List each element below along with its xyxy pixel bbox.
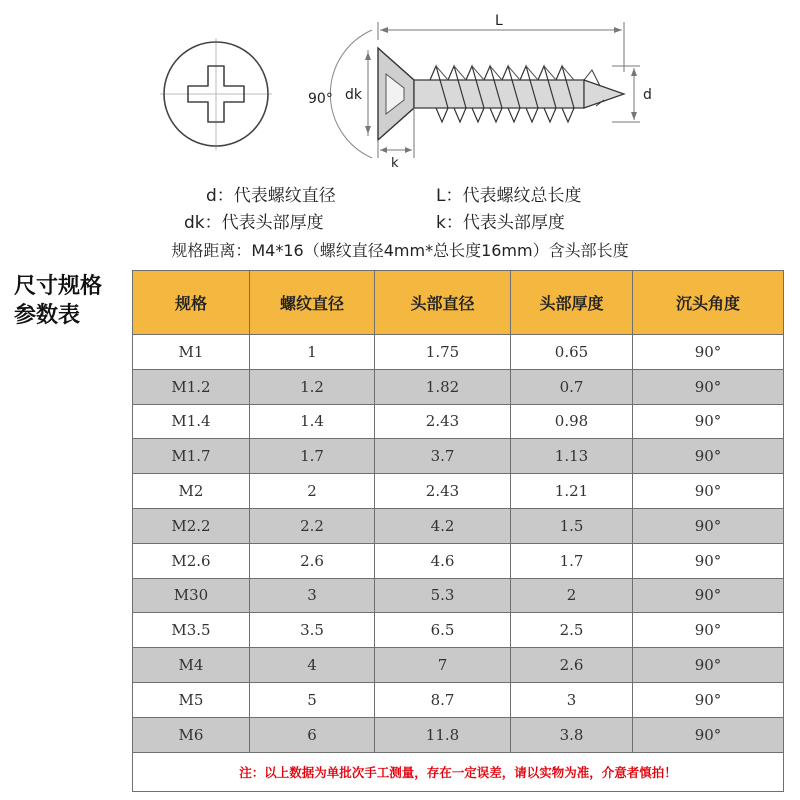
header-cell: 头部厚度 (511, 271, 633, 335)
table-cell: 4.2 (375, 508, 511, 543)
table-cell: 90° (633, 648, 784, 683)
dk-label: dk (345, 87, 362, 103)
table-cell: 90° (633, 404, 784, 439)
header-cell: 头部直径 (375, 271, 511, 335)
table-cell: 90° (633, 508, 784, 543)
table-cell: 90° (633, 682, 784, 717)
table-cell: 90° (633, 578, 784, 613)
screw-side-view (308, 13, 652, 171)
table-cell: M2 (133, 474, 250, 509)
screw-head-front-view (160, 38, 272, 150)
table-cell: 11.8 (375, 717, 511, 752)
length-label: L (495, 13, 503, 29)
table-row (133, 474, 784, 509)
table-cell: M4 (133, 648, 250, 683)
table-cell: 2.6 (511, 648, 633, 683)
table-cell: M3.5 (133, 613, 250, 648)
table-cell: 3 (511, 682, 633, 717)
angle-label: 90° (308, 91, 333, 107)
table-cell: 2.43 (375, 474, 511, 509)
table-cell: 6 (250, 717, 375, 752)
table-row (133, 335, 784, 370)
table-cell: M1.4 (133, 404, 250, 439)
table-cell: 7 (375, 648, 511, 683)
table-cell: 90° (633, 474, 784, 509)
header-cell: 规格 (133, 271, 250, 335)
table-cell: M2.2 (133, 508, 250, 543)
legend-k: k：代表头部厚度 (436, 213, 565, 233)
table-cell: 1 (250, 335, 375, 370)
table-cell: 1.21 (511, 474, 633, 509)
table-cell: 90° (633, 335, 784, 370)
table-row (133, 613, 784, 648)
side-title (14, 272, 102, 330)
diameter-label: d (643, 87, 652, 103)
table-cell: 0.7 (511, 369, 633, 404)
table-cell: 1.2 (250, 369, 375, 404)
table-cell: 1.13 (511, 439, 633, 474)
screw-diagram (0, 0, 800, 172)
table-cell: M2.6 (133, 543, 250, 578)
table-body (133, 335, 784, 753)
table-cell: 90° (633, 439, 784, 474)
table-cell: 0.65 (511, 335, 633, 370)
table-cell: 90° (633, 369, 784, 404)
side-title-line-2: 参数表 (14, 303, 81, 328)
header-cell: 螺纹直径 (250, 271, 375, 335)
table-cell: 1.4 (250, 404, 375, 439)
table-cell: 5 (250, 682, 375, 717)
table-cell: 0.98 (511, 404, 633, 439)
table-cell: 4 (250, 648, 375, 683)
table-row (133, 508, 784, 543)
table-cell: 2.5 (511, 613, 633, 648)
table-cell: 2 (511, 578, 633, 613)
table-row (133, 578, 784, 613)
table-cell: 2.43 (375, 404, 511, 439)
table-cell: 1.5 (511, 508, 633, 543)
table-cell: M1 (133, 335, 250, 370)
side-title-line-1: 尺寸规格 (14, 274, 103, 299)
table-cell: 3.7 (375, 439, 511, 474)
footnote-row (133, 752, 784, 791)
table-row (133, 404, 784, 439)
table-cell: 2.6 (250, 543, 375, 578)
table-cell: M30 (133, 578, 250, 613)
table-cell: 3 (250, 578, 375, 613)
table-cell: M1.7 (133, 439, 250, 474)
legend-d: d：代表螺纹直径 (206, 186, 336, 206)
table-row (133, 439, 784, 474)
k-label: k (391, 156, 399, 171)
table-row (133, 682, 784, 717)
table-row (133, 369, 784, 404)
table-cell: 1.7 (511, 543, 633, 578)
spec-table (132, 270, 784, 792)
table-cell: 2.2 (250, 508, 375, 543)
table-cell: 4.6 (375, 543, 511, 578)
table-cell: 6.5 (375, 613, 511, 648)
header-cell: 沉头角度 (633, 271, 784, 335)
table-cell: M6 (133, 717, 250, 752)
table-cell: M1.2 (133, 369, 250, 404)
table-cell: 1.82 (375, 369, 511, 404)
legend-L: L：代表螺纹总长度 (436, 186, 582, 206)
legend-dk: dk：代表头部厚度 (184, 213, 324, 233)
table-row (133, 648, 784, 683)
table-cell: 90° (633, 613, 784, 648)
table-cell: 90° (633, 543, 784, 578)
table-header-row (133, 271, 784, 335)
table-cell: 5.3 (375, 578, 511, 613)
table-cell: 3.5 (250, 613, 375, 648)
table-cell: 90° (633, 717, 784, 752)
table-cell: 8.7 (375, 682, 511, 717)
table-cell: 1.75 (375, 335, 511, 370)
table-row (133, 717, 784, 752)
table-cell: 3.8 (511, 717, 633, 752)
table-cell: 1.7 (250, 439, 375, 474)
table-cell: 2 (250, 474, 375, 509)
footnote: 注：以上数据为单批次手工测量，存在一定误差，请以实物为准，介意者慎拍！ (133, 752, 784, 791)
table-cell: M5 (133, 682, 250, 717)
table-row (133, 543, 784, 578)
spec-note: 规格距离：M4*16（螺纹直径4mm*总长度16mm）含头部长度 (171, 241, 629, 260)
